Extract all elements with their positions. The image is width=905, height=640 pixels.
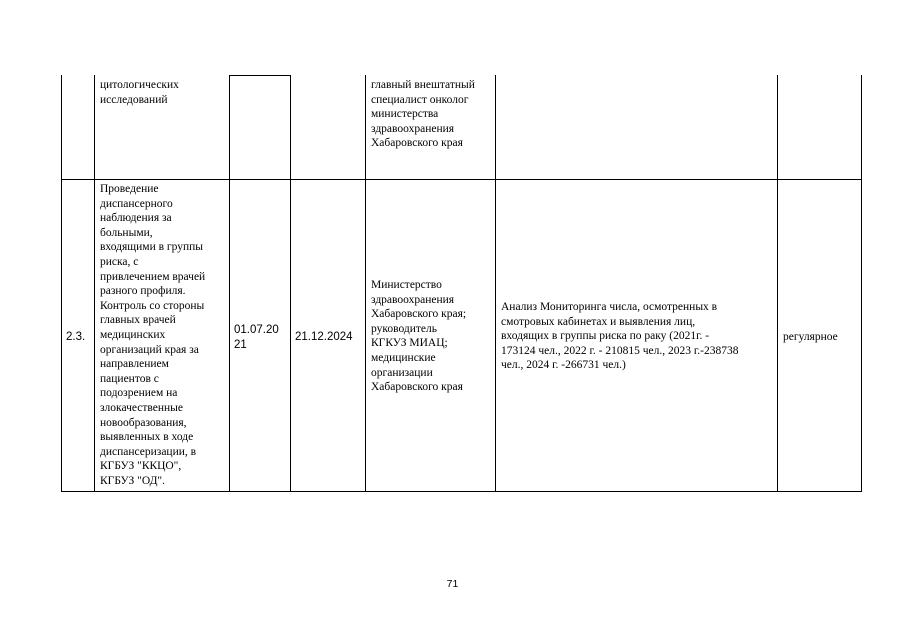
- row-2-3-result: Анализ Мониторинга числа, осмотренных в смотровых кабинетах и выявления лиц, входящих в группы риска по раку (2021г. - 173124 чел., 2022 г. - 210815 чел., 2023 г.-238738 чел., 2024 г. -266731 чел.): [501, 301, 739, 372]
- table-divider-end: [365, 75, 366, 492]
- row-2-3-periodicity: регулярное: [783, 331, 838, 343]
- table-border-right: [861, 75, 862, 492]
- page-number: 71: [446, 578, 459, 590]
- table-row-separator: [61, 179, 862, 180]
- table-border-left: [61, 75, 62, 492]
- row-cont-responsible: главный внештатный специалист онколог министерства здравоохранения Хабаровского края: [371, 79, 475, 150]
- row-2-3-name: Проведение диспансерного наблюдения за больными, входящими в группы риска, с привлечением врачей разного профиля. Контроль со стороны главных врачей медицинских организаций края за направлением пациентов с подозрением на злокачественные новообразования, выявленных в ходе диспансеризации, в КГБУЗ "ККЦО", КГБУЗ "ОД".: [100, 183, 206, 487]
- table-divider-result: [777, 75, 778, 492]
- table-divider-num: [94, 75, 95, 492]
- table-divider-responsible: [495, 75, 496, 492]
- row-cont-name: цитологических исследований: [100, 79, 179, 106]
- table-cell-top-start: [229, 75, 291, 76]
- table-divider-name: [229, 75, 230, 492]
- row-2-3-number: 2.3.: [66, 331, 86, 343]
- row-2-3-responsible: Министерство здравоохранения Хабаровского края; руководитель КГКУЗ МИАЦ; медицинские организации Хабаровского края: [371, 279, 467, 394]
- row-2-3-end-date: 21.12.2024: [295, 331, 353, 343]
- row-2-3-start-date: 01.07.20 21: [234, 324, 279, 351]
- table-divider-start: [290, 75, 291, 492]
- table-bottom-border: [61, 491, 862, 492]
